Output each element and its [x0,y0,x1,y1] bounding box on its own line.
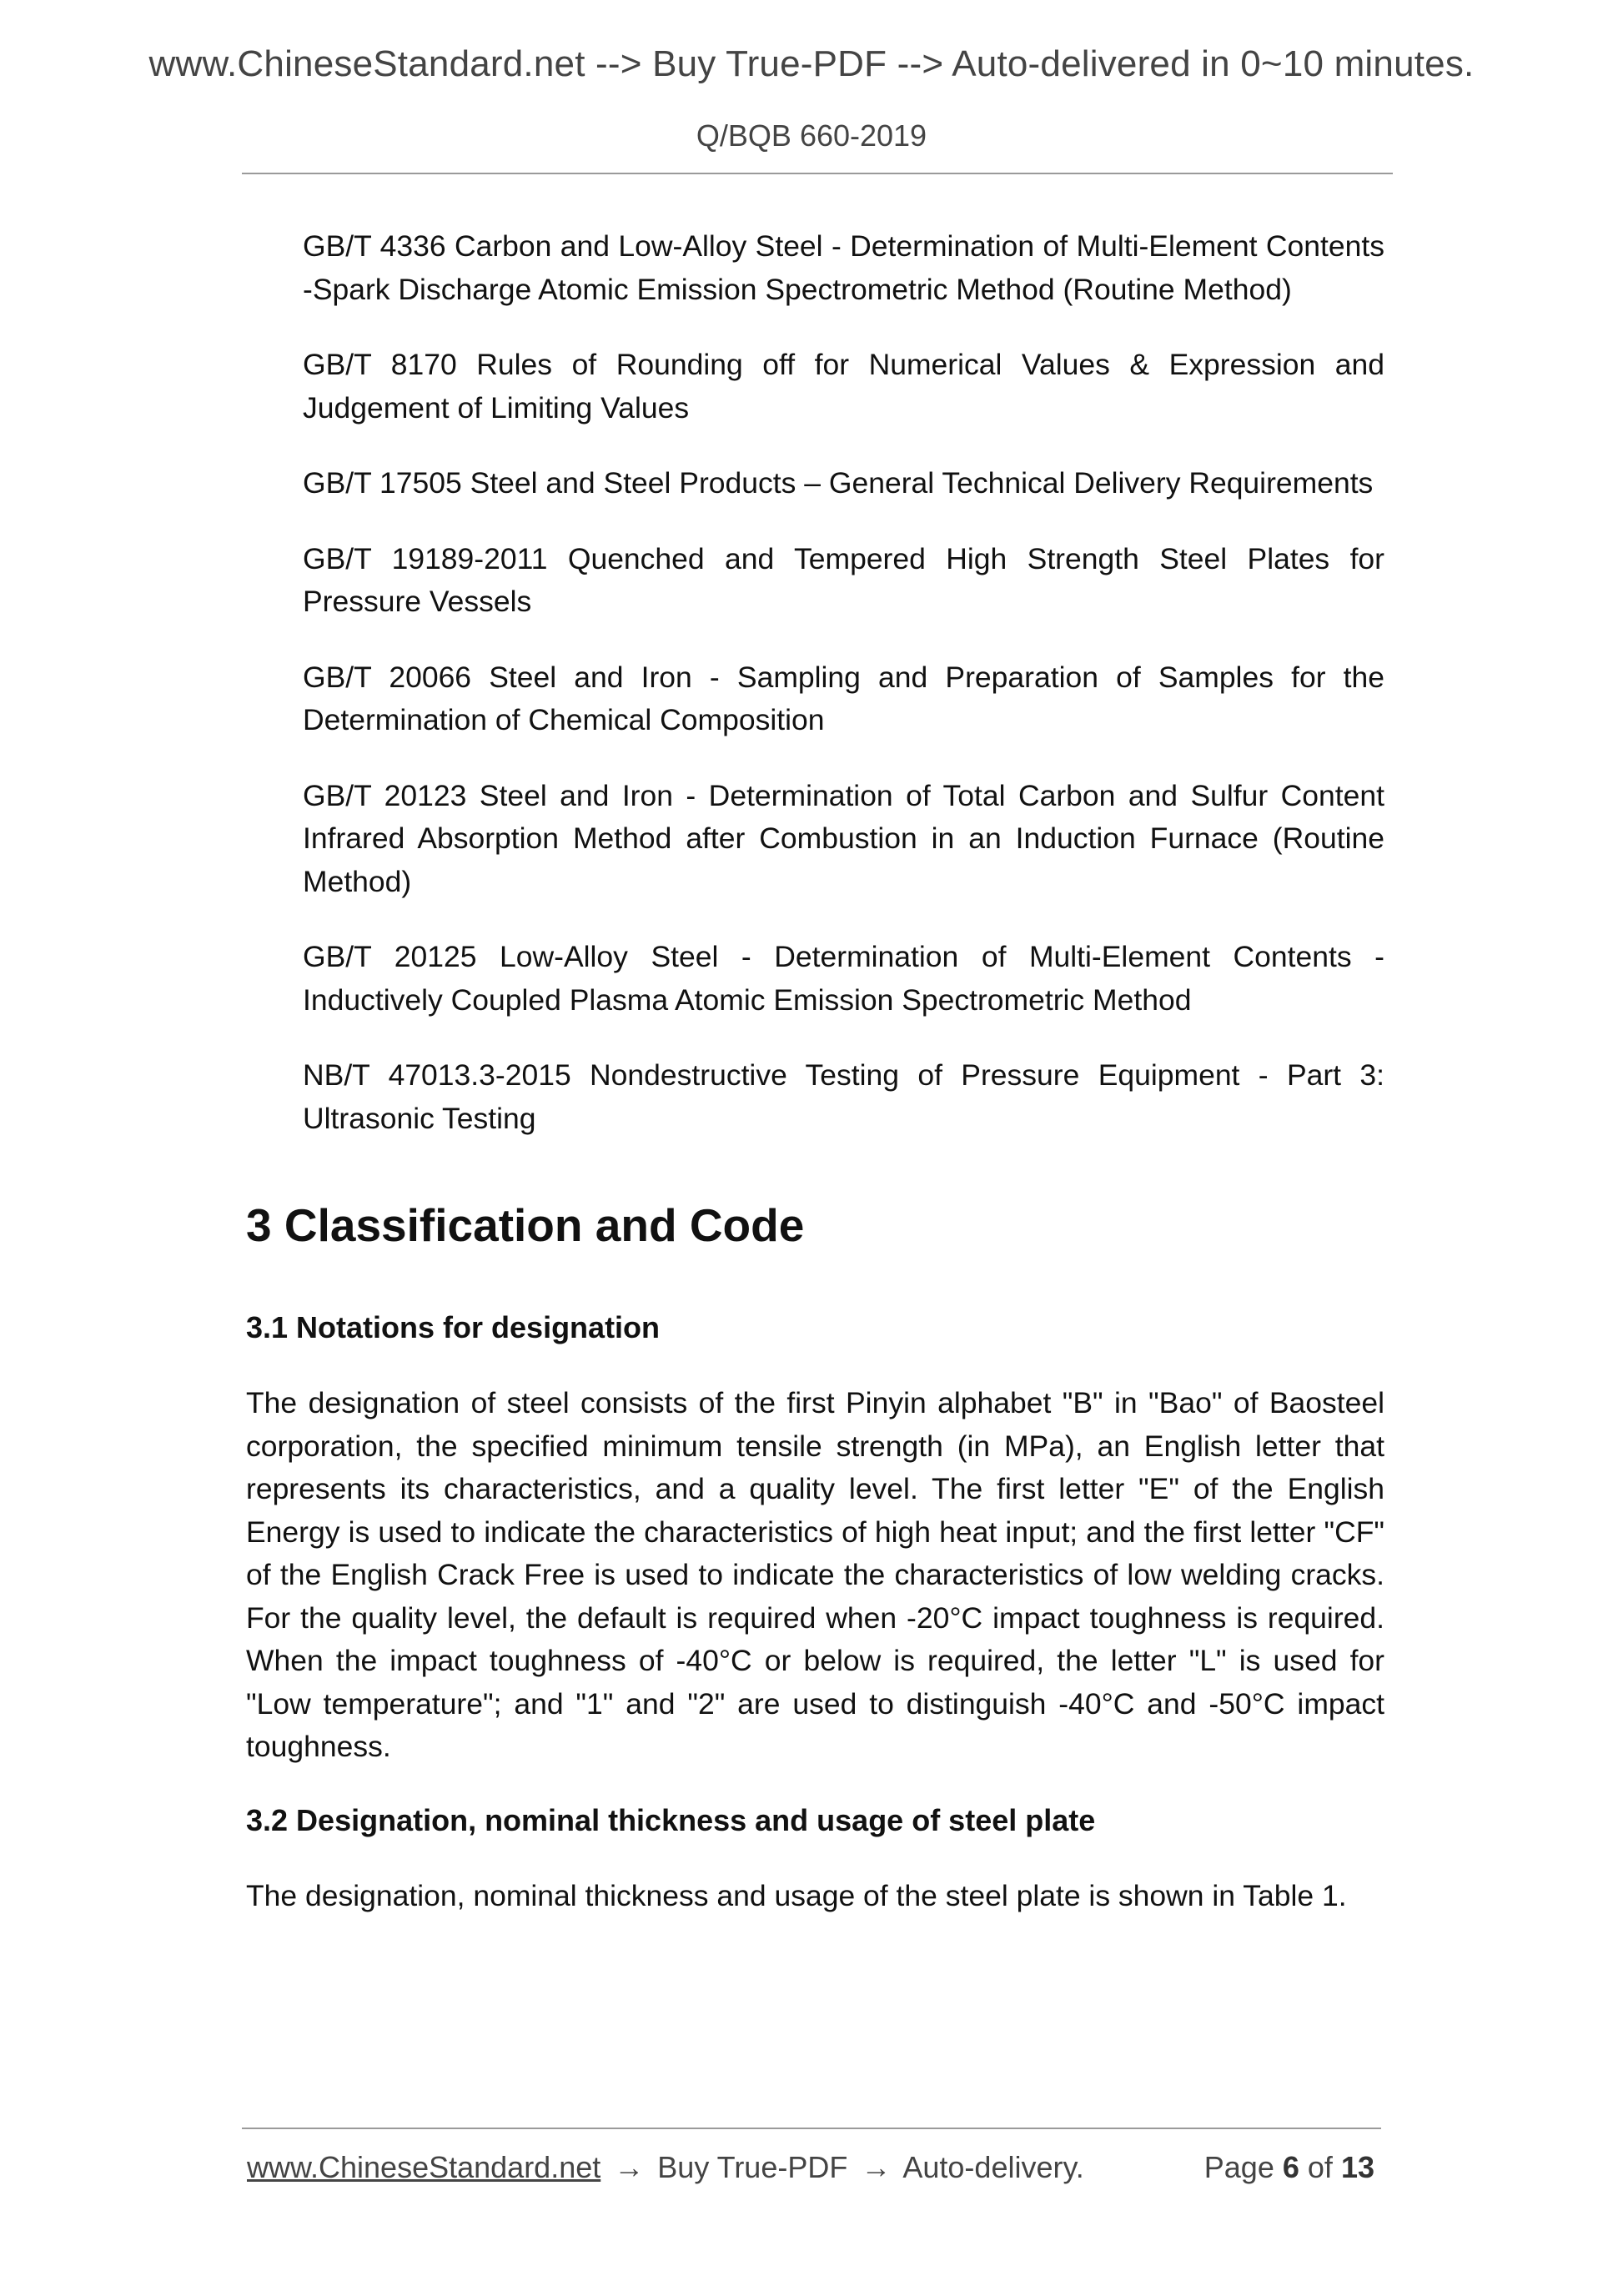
document-code: Q/BQB 660-2019 [696,118,927,153]
footer-site-link[interactable]: www.ChineseStandard.net [247,2150,601,2184]
designation-paragraph: The designation, nominal thickness and usage of the steel plate is shown in Table 1. [246,1879,1347,1912]
footer-delivery-text: Auto-delivery. [902,2150,1084,2184]
reference-item: GB/T 20123 Steel and Iron - Determination of Total Carbon and Sulfur Content Infrared Absorption Method after Combustion in an Induction Furnace (Routine Method) [303,778,1384,898]
notations-paragraph: The designation of steel consists of the first Pinyin alphabet "B" in "Bao" of Baosteel corporation, the specified minimum tensile strength (in MPa), an English letter that represents its characteristics, and a quality level. The first letter "E" of the English Energy is used to indicate the characteristics of high heat input; and the first letter "CF" of the English Crack Free is used to indicate the characteristics of low welding cracks. For the quality level, the default is required when -20°C impact toughness is required. When the impact toughness of -40°C or below is required, the letter "L" is used for "Low temperature"; and "1" and "2" are used to distinguish -40°C and -50°C impact toughness. [246,1386,1384,1763]
top-banner: www.ChineseStandard.net --> Buy True-PDF --> Auto-delivered in 0~10 minutes. [148,43,1475,84]
subsection-heading-notations: 3.1 Notations for designation [246,1310,661,1344]
reference-item: GB/T 20125 Low-Alloy Steel - Determination of Multi-Element Contents - Inductively Coupled Plasma Atomic Emission Spectrometric Method [303,940,1384,1017]
arrow-right-icon: → [614,2150,645,2184]
normative-references-list [303,225,1384,1173]
subsection-heading-designation: 3.2 Designation, nominal thickness and usage of steel plate [246,1803,1096,1837]
reference-item: GB/T 19189-2011 Quenched and Tempered High Strength Steel Plates for Pressure Vessels [303,541,1384,618]
arrow-right-icon: → [861,2150,892,2184]
footer-divider [242,2128,1381,2129]
of-label: of [1307,2150,1333,2184]
page-current: 6 [1282,2150,1299,2184]
page-label: Page [1203,2150,1274,2184]
page-number [1204,2150,1374,2185]
page-total: 13 [1340,2150,1374,2184]
reference-item: GB/T 20066 Steel and Iron - Sampling and Preparation of Samples for the Determination of Chemical Composition [303,660,1384,736]
reference-item: GB/T 4336 Carbon and Low-Alloy Steel - Determination of Multi-Element Contents -Spark Discharge Atomic Emission Spectrometric Method (Routine Method) [303,229,1384,306]
header-divider [242,173,1393,174]
reference-item: NB/T 47013.3-2015 Nondestructive Testing of Pressure Equipment - Part 3: Ultrasonic Testing [303,1058,1384,1135]
reference-item: GB/T 17505 Steel and Steel Products – General Technical Delivery Requirements [303,466,1374,500]
section-heading-classification: 3 Classification and Code [246,1199,805,1251]
reference-item: GB/T 8170 Rules of Rounding off for Numerical Values & Expression and Judgement of Limiting Values [303,348,1384,425]
footer-links [247,2150,1084,2185]
footer-buy-text: Buy True-PDF [657,2150,848,2184]
